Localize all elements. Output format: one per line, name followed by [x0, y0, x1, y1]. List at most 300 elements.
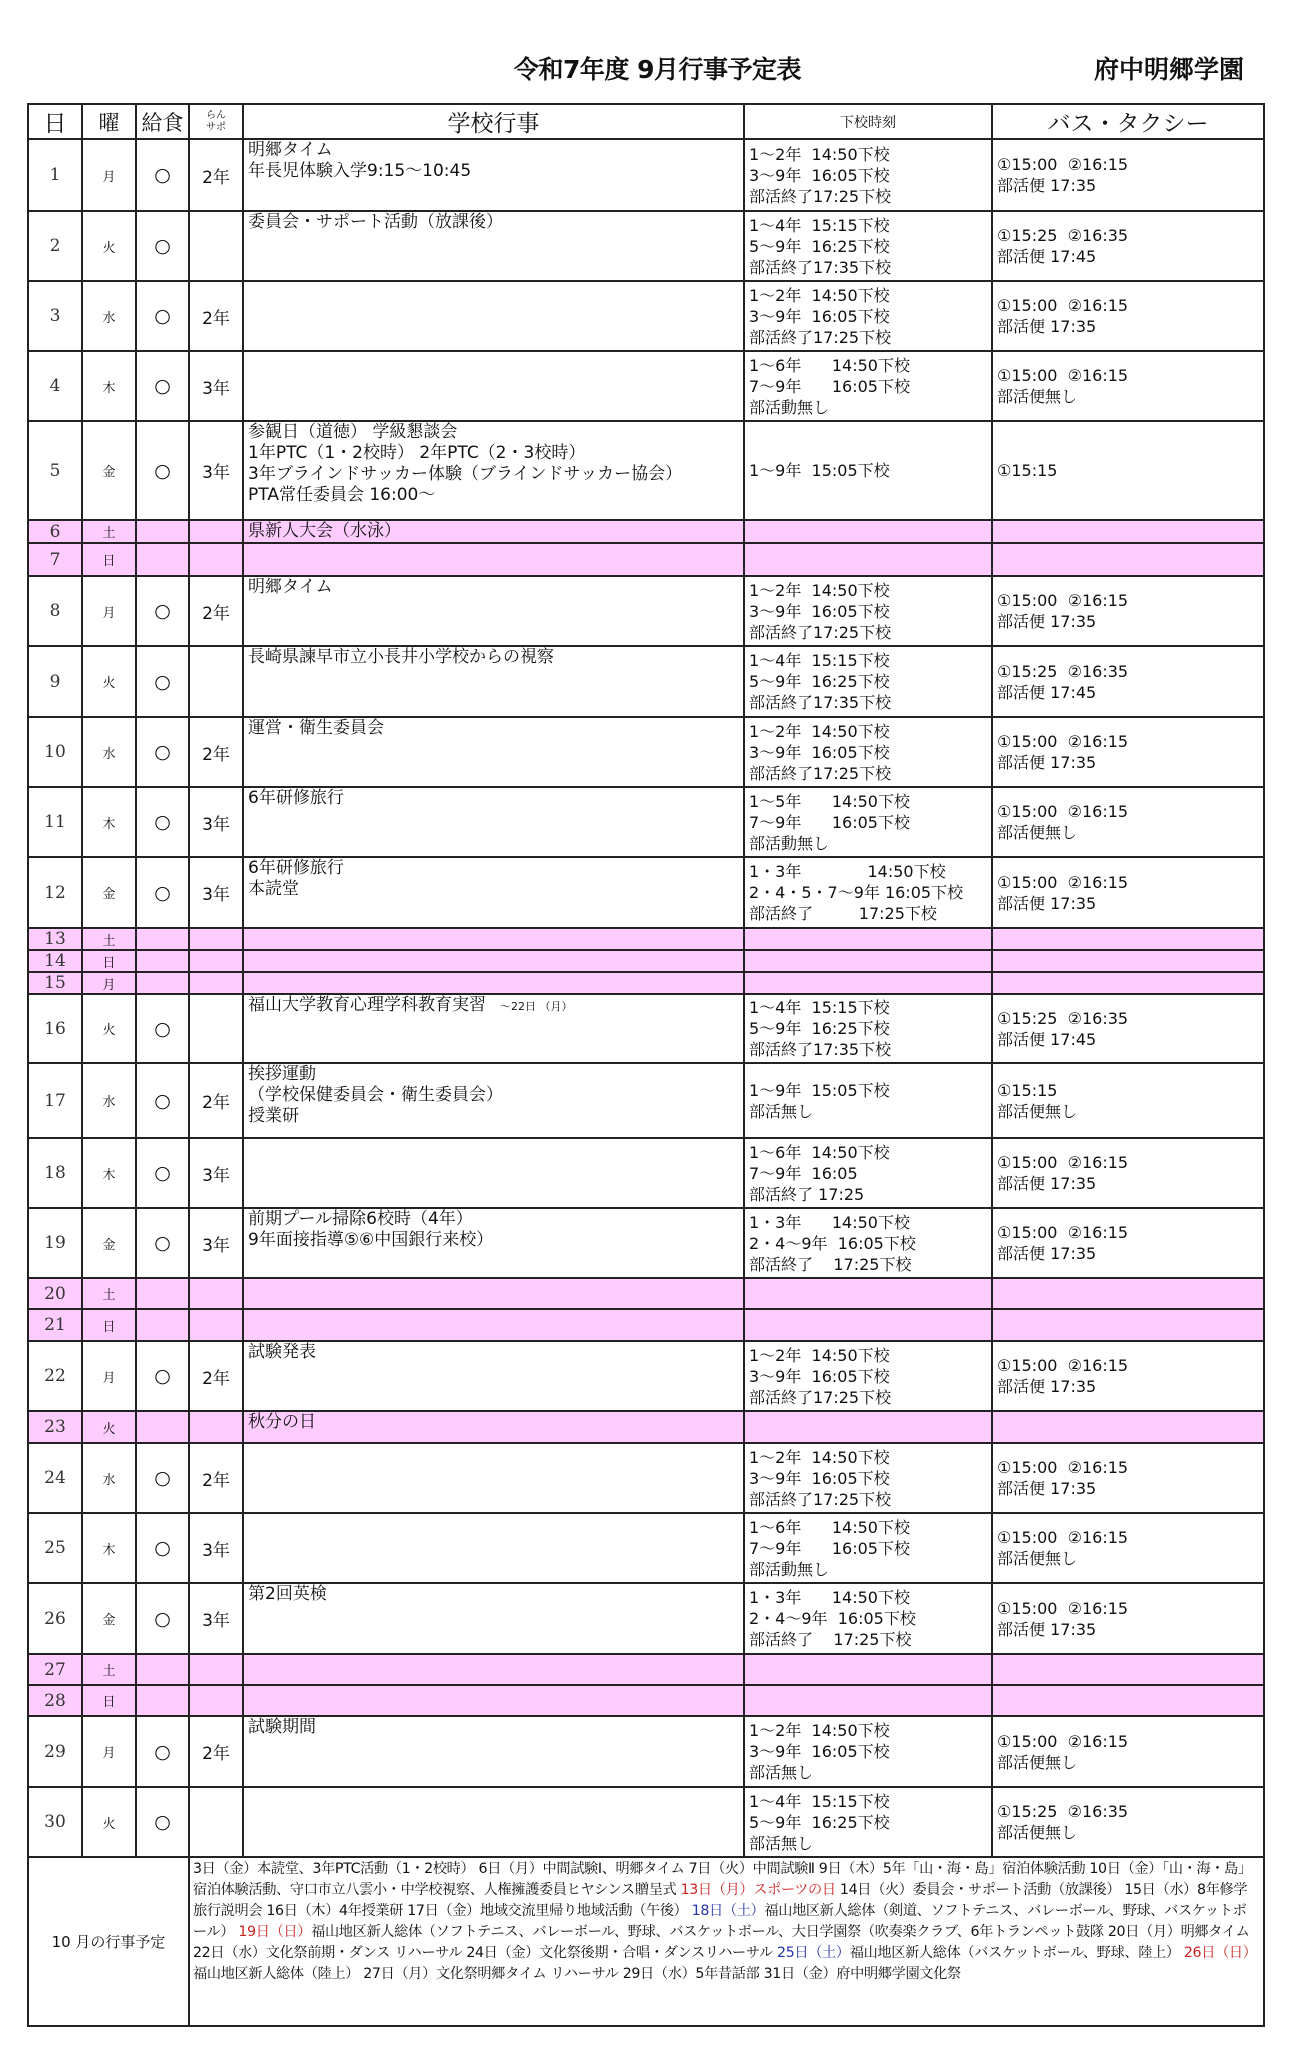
- event-line: 試験期間: [248, 1717, 316, 1737]
- event-line: 1年PTC（1・2校時） 2年PTC（2・3校時）: [248, 443, 586, 463]
- dismissal-cell: [744, 1278, 992, 1309]
- events-cell: [243, 1278, 744, 1309]
- bus-cell: [992, 994, 1264, 1063]
- events-cell: [243, 717, 744, 787]
- events-cell: [243, 1341, 744, 1411]
- day-cell: 5: [28, 421, 82, 520]
- dismissal-line: 1～5年 14:50下校: [749, 791, 910, 811]
- events-cell: [243, 1443, 744, 1513]
- dismissal-line: 7～9年 16:05: [749, 1163, 858, 1183]
- dismissal-line: 3～9年 16:05下校: [749, 1742, 890, 1761]
- ransapo-cell: 3年: [189, 351, 243, 421]
- dismissal-line: 部活終了17:25下校: [749, 763, 892, 783]
- schedule-row: [28, 421, 1264, 520]
- bus-cell: [992, 1583, 1264, 1654]
- ransapo-cell: 2年: [189, 717, 243, 787]
- dismissal-line: 2・4～9年 16:05下校: [749, 1609, 916, 1628]
- dismissal-line: 1～6年 14:50下校: [749, 1517, 910, 1537]
- october-segment: 14日（火）委員会・サポート活動（放課後） 15日（水）8年修学旅行説明会 16日（木）4年授業研 17日（金）地域交流里帰り地域活動（午後）: [193, 1882, 1248, 1919]
- lunch-cell: ○: [136, 1208, 189, 1278]
- day-cell: 6: [28, 520, 82, 543]
- bus-cell: [992, 576, 1264, 646]
- lunch-cell: [136, 950, 189, 972]
- day-cell: 10: [28, 717, 82, 787]
- dismissal-line: 3～9年 16:05下校: [749, 1468, 890, 1488]
- schedule-row: [28, 576, 1264, 646]
- dismissal-line: 3～9年 16:05下校: [749, 601, 890, 621]
- events-cell: [243, 576, 744, 646]
- dismissal-cell: [744, 928, 992, 950]
- schedule-row: [28, 717, 1264, 787]
- bus-line: ①15:00 ②16:15: [997, 1598, 1129, 1618]
- day-cell: 21: [28, 1309, 82, 1341]
- lunch-cell: ○: [136, 211, 189, 281]
- weekday-cell: 水: [82, 1443, 136, 1513]
- events-cell: [243, 994, 744, 1063]
- event-line: 試験発表: [248, 1342, 316, 1362]
- lunch-cell: ○: [136, 1716, 189, 1787]
- schedule-row: [28, 1443, 1264, 1513]
- bus-cell: [992, 1063, 1264, 1138]
- lunch-cell: ○: [136, 787, 189, 857]
- dismissal-line: 1～4年 15:15下校: [749, 998, 890, 1017]
- lunch-cell: ○: [136, 351, 189, 421]
- events-cell: [243, 646, 744, 717]
- dismissal-line: 部活終了17:25下校: [749, 1387, 892, 1407]
- weekday-cell: 木: [82, 351, 136, 421]
- dismissal-line: 3～9年 16:05下校: [749, 165, 890, 185]
- weekday-cell: 月: [82, 139, 136, 211]
- dismissal-line: 3～9年 16:05下校: [749, 742, 890, 762]
- dismissal-line: 1～6年 14:50下校: [749, 355, 910, 375]
- ransapo-cell: 2年: [189, 139, 243, 211]
- bus-line: ①15:00 ②16:15: [997, 155, 1129, 174]
- dismissal-line: 部活終了 17:25下校: [749, 1630, 912, 1649]
- october-segment: 福山地区新人総体（ソフトテニス、バレーボール、野球、バスケットボール、大日学園祭（吹奏楽クラブ、6年トランペット鼓隊 20日（月）明郷タイム 22日（水）文化祭前期・ダンス リハーサル 24日（金）文化祭後期・合唱・ダンスリハーサル: [193, 1924, 1250, 1961]
- bus-cell: [992, 787, 1264, 857]
- dismissal-line: 部活終了 17:25下校: [749, 904, 937, 923]
- day-cell: 2: [28, 211, 82, 281]
- dismissal-line: 部活無し: [749, 1833, 814, 1853]
- bus-line: ①15:00 ②16:15: [997, 802, 1129, 821]
- events-cell: [243, 1208, 744, 1278]
- day-cell: 1: [28, 139, 82, 211]
- events-cell: [243, 928, 744, 950]
- ransapo-cell: [189, 1411, 243, 1443]
- bus-cell: [992, 1685, 1264, 1716]
- october-row: [28, 1857, 1264, 2026]
- event-line: [248, 995, 743, 1017]
- dismissal-line: 1～2年 14:50下校: [749, 1721, 890, 1740]
- event-line: 6年研修旅行: [248, 858, 344, 878]
- dismissal-line: 1～2年 14:50下校: [749, 285, 890, 305]
- bus-cell: [992, 1208, 1264, 1278]
- lunch-cell: [136, 972, 189, 994]
- dismissal-line: 5～9年 16:25下校: [749, 236, 890, 256]
- dismissal-line: 1・3年 14:50下校: [749, 862, 946, 881]
- schedule-row: [28, 1685, 1264, 1716]
- bus-line: ①15:00 ②16:15: [997, 1731, 1129, 1751]
- bus-line: 部活便無し: [997, 1101, 1078, 1121]
- october-highlight-red: 19日（日）: [238, 1924, 312, 1940]
- weekday-cell: 日: [82, 1685, 136, 1716]
- october-label: 10 月の行事予定: [28, 1857, 189, 2026]
- ransapo-cell: 2年: [189, 281, 243, 351]
- bus-line: ①15:15: [997, 461, 1058, 480]
- dismissal-cell: [744, 950, 992, 972]
- ransapo-cell: [189, 1787, 243, 1857]
- weekday-cell: 金: [82, 857, 136, 928]
- october-segment: 福山地区新人総体（陸上） 27日（月）文化祭明郷タイム リハーサル 29日（水）5年昔話部 31日（金）府中明郷学園文化祭: [193, 1966, 961, 1982]
- events-cell: [243, 1583, 744, 1654]
- events-cell: [243, 139, 744, 211]
- dismissal-line: 部活無し: [749, 1763, 814, 1782]
- col-header-ransapo-line2: サポ: [206, 121, 226, 133]
- lunch-cell: ○: [136, 1063, 189, 1138]
- day-cell: 25: [28, 1513, 82, 1583]
- day-cell: 9: [28, 646, 82, 717]
- schedule-row: [28, 928, 1264, 950]
- event-line: 本読堂: [248, 879, 299, 899]
- dismissal-cell: [744, 1063, 992, 1138]
- lunch-cell: ○: [136, 646, 189, 717]
- schedule-row: [28, 1278, 1264, 1309]
- events-cell: [243, 520, 744, 543]
- weekday-cell: 金: [82, 1208, 136, 1278]
- bus-line: 部活便 17:35: [997, 1479, 1097, 1498]
- bus-cell: [992, 1278, 1264, 1309]
- ransapo-cell: 3年: [189, 787, 243, 857]
- weekday-cell: 水: [82, 1063, 136, 1138]
- bus-line: 部活便 17:35: [997, 176, 1097, 195]
- bus-cell: [992, 211, 1264, 281]
- col-header-dismissal: 下校時刻: [744, 104, 992, 139]
- event-line: 参観日（道徳） 学級懇談会: [248, 422, 458, 442]
- event-line: 県新人大会（水泳）: [248, 521, 401, 541]
- dismissal-line: 1～9年 15:05下校: [749, 461, 890, 480]
- bus-line: 部活便無し: [997, 823, 1078, 842]
- day-cell: 27: [28, 1654, 82, 1685]
- bus-line: ①15:00 ②16:15: [997, 732, 1129, 751]
- ransapo-cell: 3年: [189, 1138, 243, 1208]
- day-cell: 22: [28, 1341, 82, 1411]
- event-line: 委員会・サポート活動（放課後）: [248, 212, 503, 232]
- dismissal-line: 部活終了17:25下校: [749, 1489, 892, 1509]
- schedule-row: [28, 351, 1264, 421]
- lunch-cell: ○: [136, 857, 189, 928]
- bus-line: 部活便無し: [997, 1823, 1078, 1842]
- bus-line: ①15:15: [997, 1080, 1058, 1100]
- ransapo-cell: 3年: [189, 1583, 243, 1654]
- bus-line: 部活便無し: [997, 387, 1078, 406]
- event-line: （学校保健委員会・衛生委員会）: [248, 1085, 503, 1105]
- weekday-cell: 火: [82, 1787, 136, 1857]
- dismissal-line: 1～4年 15:15下校: [749, 215, 890, 235]
- dismissal-cell: [744, 1443, 992, 1513]
- events-cell: [243, 1787, 744, 1857]
- lunch-cell: ○: [136, 1341, 189, 1411]
- october-highlight-blue: 25日（土）: [777, 1945, 850, 1961]
- events-cell: [243, 1513, 744, 1583]
- dismissal-line: 3～9年 16:05下校: [749, 306, 890, 326]
- dismissal-line: 7～9年 16:05下校: [749, 376, 910, 396]
- dismissal-line: 部活動無し: [749, 397, 830, 417]
- schedule-row: [28, 950, 1264, 972]
- weekday-cell: 火: [82, 994, 136, 1063]
- ransapo-cell: [189, 950, 243, 972]
- dismissal-line: 部活無し: [749, 1101, 814, 1121]
- bus-cell: [992, 972, 1264, 994]
- schedule-row: [28, 1063, 1264, 1138]
- dismissal-cell: [744, 139, 992, 211]
- ransapo-cell: 3年: [189, 1513, 243, 1583]
- weekday-cell: 木: [82, 1513, 136, 1583]
- dismissal-cell: [744, 787, 992, 857]
- dismissal-cell: [744, 994, 992, 1063]
- lunch-cell: [136, 1654, 189, 1685]
- ransapo-cell: 2年: [189, 1716, 243, 1787]
- schedule-row: [28, 1654, 1264, 1685]
- dismissal-line: 3～9年 16:05下校: [749, 1366, 890, 1386]
- october-segment: 福山地区新人総体（剣道、ソフトテニス、バレーボール、野球、バスケットボール）: [193, 1903, 1247, 1940]
- day-cell: 14: [28, 950, 82, 972]
- events-cell: [243, 1654, 744, 1685]
- event-line: 年長児体験入学9:15～10:45: [248, 161, 472, 181]
- event-line: 明郷タイム: [248, 140, 333, 160]
- dismissal-line: 部活終了17:25下校: [749, 622, 892, 642]
- dismissal-line: 1・3年 14:50下校: [749, 1588, 910, 1607]
- bus-line: 部活便 17:35: [997, 1619, 1097, 1639]
- weekday-cell: 日: [82, 1309, 136, 1341]
- dismissal-line: 5～9年 16:25下校: [749, 1812, 890, 1832]
- schedule-row: [28, 1138, 1264, 1208]
- ransapo-cell: [189, 543, 243, 576]
- lunch-cell: ○: [136, 1583, 189, 1654]
- bus-line: 部活便 17:35: [997, 893, 1097, 913]
- ransapo-cell: [189, 1654, 243, 1685]
- col-header-ransapo-line1: らん: [206, 109, 226, 121]
- bus-line: 部活便 17:35: [997, 1174, 1097, 1193]
- october-highlight-blue: 18日（土）: [691, 1903, 765, 1919]
- schedule-table: [27, 103, 1265, 2027]
- weekday-cell: 月: [82, 1341, 136, 1411]
- bus-cell: [992, 421, 1264, 520]
- bus-cell: [992, 351, 1264, 421]
- events-cell: [243, 1138, 744, 1208]
- ransapo-cell: 3年: [189, 857, 243, 928]
- dismissal-cell: [744, 1654, 992, 1685]
- bus-cell: [992, 1341, 1264, 1411]
- weekday-cell: 日: [82, 950, 136, 972]
- weekday-cell: 月: [82, 1716, 136, 1787]
- dismissal-cell: [744, 1716, 992, 1787]
- bus-line: 部活便 17:45: [997, 1029, 1097, 1049]
- schedule-row: [28, 1208, 1264, 1278]
- bus-line: 部活便無し: [997, 1549, 1078, 1568]
- day-cell: 20: [28, 1278, 82, 1309]
- events-cell: [243, 972, 744, 994]
- bus-cell: [992, 646, 1264, 717]
- ransapo-cell: 3年: [189, 1208, 243, 1278]
- schedule-row: [28, 1411, 1264, 1443]
- dismissal-line: 7～9年 16:05下校: [749, 812, 910, 832]
- ransapo-cell: [189, 972, 243, 994]
- ransapo-cell: 3年: [189, 421, 243, 520]
- bus-line: 部活便 17:35: [997, 1377, 1097, 1396]
- lunch-cell: ○: [136, 1787, 189, 1857]
- schedule-row: [28, 857, 1264, 928]
- dismissal-line: 1～4年 15:15下校: [749, 1791, 890, 1811]
- schedule-row: [28, 1513, 1264, 1583]
- lunch-cell: [136, 1685, 189, 1716]
- ransapo-cell: [189, 211, 243, 281]
- lunch-cell: ○: [136, 281, 189, 351]
- bus-line: ①15:00 ②16:15: [997, 1356, 1129, 1375]
- col-header-day: 日: [28, 104, 82, 139]
- schedule-row: [28, 543, 1264, 576]
- dismissal-line: 1～2年 14:50下校: [749, 580, 890, 600]
- events-cell: [243, 543, 744, 576]
- events-cell: [243, 1716, 744, 1787]
- bus-cell: [992, 717, 1264, 787]
- schedule-row: [28, 1787, 1264, 1857]
- dismissal-cell: [744, 421, 992, 520]
- weekday-cell: 火: [82, 646, 136, 717]
- dismissal-cell: [744, 646, 992, 717]
- schedule-row: [28, 139, 1264, 211]
- schedule-row: [28, 787, 1264, 857]
- ransapo-cell: [189, 928, 243, 950]
- dismissal-cell: [744, 857, 992, 928]
- weekday-cell: 土: [82, 928, 136, 950]
- bus-cell: [992, 1787, 1264, 1857]
- bus-cell: [992, 1716, 1264, 1787]
- bus-line: 部活便 17:35: [997, 753, 1097, 772]
- dismissal-line: 1～2年 14:50下校: [749, 1345, 890, 1365]
- bus-cell: [992, 1309, 1264, 1341]
- bus-cell: [992, 1513, 1264, 1583]
- day-cell: 26: [28, 1583, 82, 1654]
- dismissal-line: 7～9年 16:05下校: [749, 1538, 910, 1558]
- october-text: [189, 1857, 1264, 2026]
- day-cell: 11: [28, 787, 82, 857]
- bus-line: 部活便 17:35: [997, 1244, 1097, 1263]
- col-header-dow: 曜: [82, 104, 136, 139]
- day-cell: 3: [28, 281, 82, 351]
- bus-line: ①15:00 ②16:15: [997, 591, 1129, 610]
- weekday-cell: 木: [82, 1138, 136, 1208]
- event-line: 6年研修旅行: [248, 788, 344, 808]
- event-line: 挨拶運動: [248, 1064, 316, 1084]
- lunch-cell: [136, 1278, 189, 1309]
- bus-line: ①15:00 ②16:15: [997, 1223, 1129, 1242]
- bus-cell: [992, 857, 1264, 928]
- bus-line: 部活便無し: [997, 1752, 1078, 1772]
- events-cell: [243, 281, 744, 351]
- dismissal-cell: [744, 1685, 992, 1716]
- lunch-cell: ○: [136, 1443, 189, 1513]
- dismissal-cell: [744, 576, 992, 646]
- weekday-cell: 金: [82, 421, 136, 520]
- weekday-cell: 金: [82, 1583, 136, 1654]
- event-line: PTA常任委員会 16:00～: [248, 485, 436, 505]
- dismissal-cell: [744, 972, 992, 994]
- day-cell: 13: [28, 928, 82, 950]
- events-cell: [243, 1063, 744, 1138]
- events-cell: [243, 1411, 744, 1443]
- bus-line: ①15:00 ②16:15: [997, 1528, 1129, 1547]
- ransapo-cell: [189, 1309, 243, 1341]
- weekday-cell: 水: [82, 281, 136, 351]
- bus-cell: [992, 543, 1264, 576]
- event-line: 授業研: [248, 1106, 299, 1126]
- lunch-cell: ○: [136, 139, 189, 211]
- october-segment: 福山地区新人総体（バスケットボール、野球、陸上）: [849, 1945, 1184, 1961]
- day-cell: 19: [28, 1208, 82, 1278]
- schedule-row: [28, 1583, 1264, 1654]
- day-cell: 24: [28, 1443, 82, 1513]
- bus-cell: [992, 1138, 1264, 1208]
- schedule-row: [28, 646, 1264, 717]
- event-line: 長崎県諫早市立小長井小学校からの視察: [248, 647, 554, 667]
- events-cell: [243, 787, 744, 857]
- ransapo-cell: [189, 646, 243, 717]
- ransapo-cell: [189, 1685, 243, 1716]
- event-note: ～22日 （月）: [500, 1000, 573, 1013]
- event-line: 3年ブラインドサッカー体験（ブラインドサッカー協会）: [248, 464, 683, 484]
- dismissal-line: 部活終了17:25下校: [749, 186, 892, 206]
- events-cell: [243, 857, 744, 928]
- dismissal-line: 5～9年 16:25下校: [749, 672, 890, 691]
- october-highlight-red: 26日（日）: [1183, 1945, 1257, 1961]
- schedule-row: [28, 211, 1264, 281]
- day-cell: 23: [28, 1411, 82, 1443]
- event-line: 第2回英検: [248, 1584, 327, 1604]
- events-cell: [243, 351, 744, 421]
- bus-cell: [992, 281, 1264, 351]
- weekday-cell: 土: [82, 1654, 136, 1685]
- schedule-row: [28, 520, 1264, 543]
- dismissal-line: 1・3年 14:50下校: [749, 1212, 910, 1232]
- bus-cell: [992, 520, 1264, 543]
- bus-line: 部活便 17:45: [997, 247, 1097, 266]
- october-highlight-red: 13日（月）スポーツの日: [680, 1882, 836, 1898]
- weekday-cell: 火: [82, 211, 136, 281]
- bus-line: 部活便 17:35: [997, 612, 1097, 631]
- lunch-cell: [136, 1411, 189, 1443]
- day-cell: 18: [28, 1138, 82, 1208]
- lunch-cell: ○: [136, 717, 189, 787]
- event-line: 明郷タイム: [248, 577, 333, 597]
- weekday-cell: 木: [82, 787, 136, 857]
- events-cell: [243, 1309, 744, 1341]
- ransapo-cell: 2年: [189, 1443, 243, 1513]
- bus-line: ①15:00 ②16:15: [997, 296, 1129, 315]
- dismissal-line: 部活終了17:35下校: [749, 257, 892, 277]
- dismissal-line: 1～4年 15:15下校: [749, 651, 890, 670]
- dismissal-line: 1～9年 15:05下校: [749, 1080, 890, 1100]
- dismissal-cell: [744, 1513, 992, 1583]
- dismissal-line: 部活終了17:25下校: [749, 327, 892, 347]
- lunch-cell: ○: [136, 576, 189, 646]
- day-cell: 8: [28, 576, 82, 646]
- ransapo-cell: 2年: [189, 1341, 243, 1411]
- day-cell: 12: [28, 857, 82, 928]
- bus-cell: [992, 1443, 1264, 1513]
- bus-cell: [992, 139, 1264, 211]
- ransapo-cell: 2年: [189, 576, 243, 646]
- bus-cell: [992, 950, 1264, 972]
